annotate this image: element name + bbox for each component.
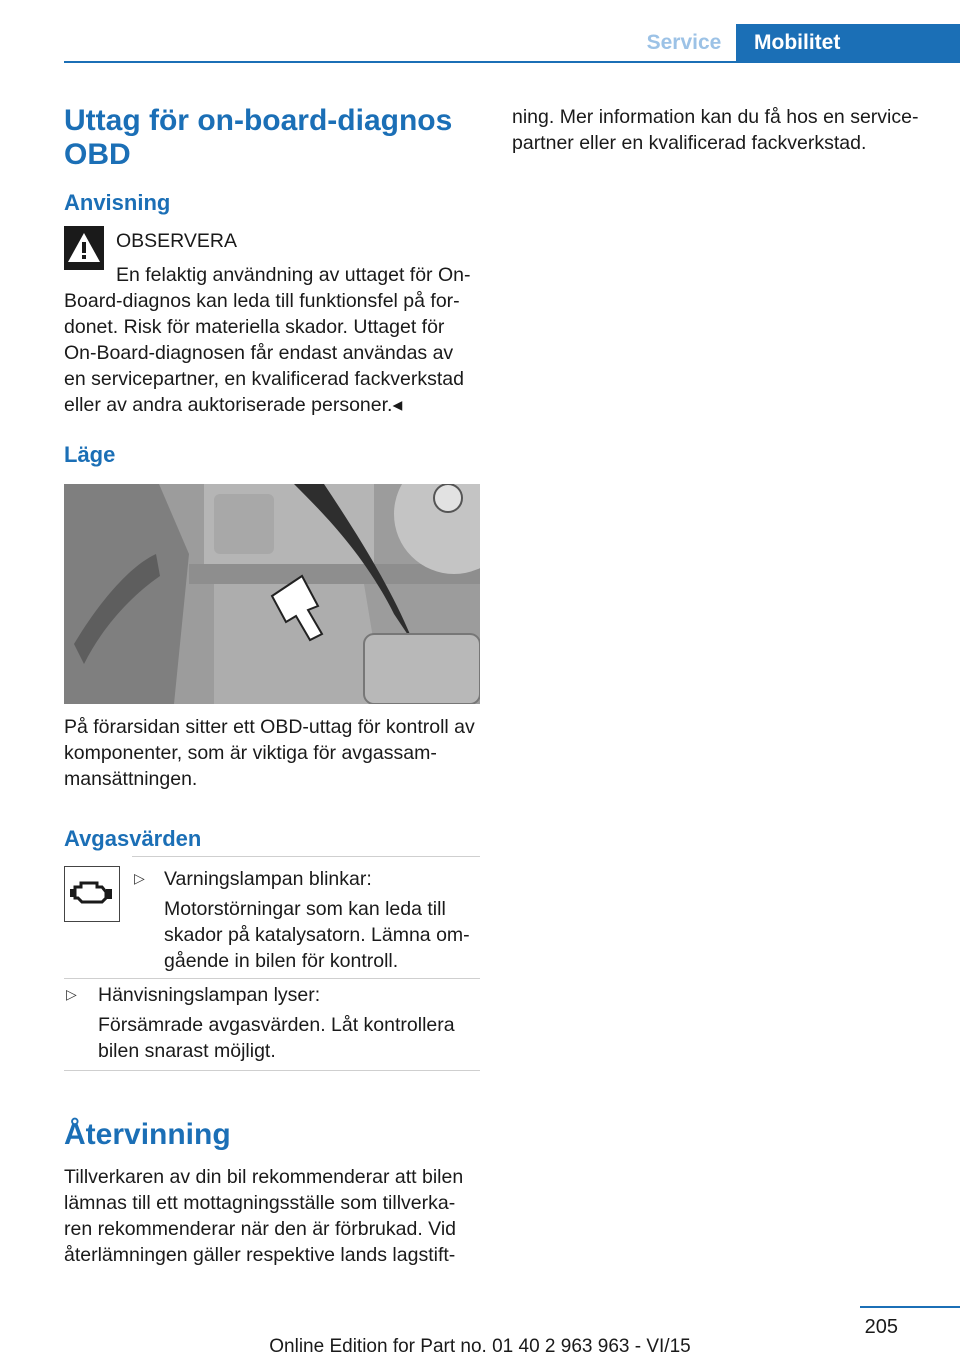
recycling-text-left: Tillverkaren av din bil rekommenderar att bilen lämnas till ett mottagningsställe som tillverka-ren rekommenderar när den är förbrukad. Vid återlämningen gäller respektive lands lagstift- [64,1166,464,1266]
location-heading: Läge [64,442,116,467]
bullet1-triangle-icon: ▷ [134,870,145,886]
check-engine-icon [64,866,120,922]
notice-heading: Anvisning [64,190,171,215]
obd-title-line2: OBD [64,138,131,171]
page-number: 205 [864,1316,898,1338]
header-rule [64,61,960,63]
tab-service[interactable]: Service [646,31,722,54]
footer-rule [860,1306,960,1308]
recycling-title: Återvinning [64,1118,231,1151]
location-text: På förarsidan sitter ett OBD-uttag för kontroll av komponenter, som är viktiga för avgassam-mansättningen. [64,716,475,790]
obd-section-title [64,104,484,172]
bullet2-triangle-icon: ▷ [66,986,77,1002]
bullet1-rule [132,856,480,857]
recycling-text-right: ning. Mer information kan du få hos en service-partner eller en kvalificerad fackverkstad. [512,106,919,154]
bullet1-text: Motorstörningar som kan leda till skador på katalysatorn. Lämna om-gående in bilen för kontroll. [164,898,470,972]
obd-location-photo [64,484,480,704]
emissions-heading: Avgasvärden [64,826,202,851]
bullet2-label: Hänvisningslampan lyser: [98,984,321,1006]
bullet2-rule [64,978,480,979]
bullet-end-rule [64,1070,480,1071]
warning-label: OBSERVERA [116,230,238,252]
edition-footer: Online Edition for Part no. 01 40 2 963 963 - VI/15 [269,1336,691,1357]
bullet2-text: Försämrade avgasvärden. Låt kontrollera bilen snarast möjligt. [98,1014,455,1062]
tab-mobilitet[interactable]: Mobilitet [736,24,960,61]
bullet1-label: Varningslampan blinkar: [164,868,372,890]
warning-text: En felaktig användning av uttaget för On-Board-diagnos kan leda till funktionsfel på for-donet. Risk för materiella skador. Uttaget för On-Board-diagnosen får endast användas av en servicepartner, en kvalificerad fackverkstad eller av andra auktoriserade personer.◂ [64,264,471,416]
obd-title-line1: Uttag för on-board-diagnos [64,104,453,137]
